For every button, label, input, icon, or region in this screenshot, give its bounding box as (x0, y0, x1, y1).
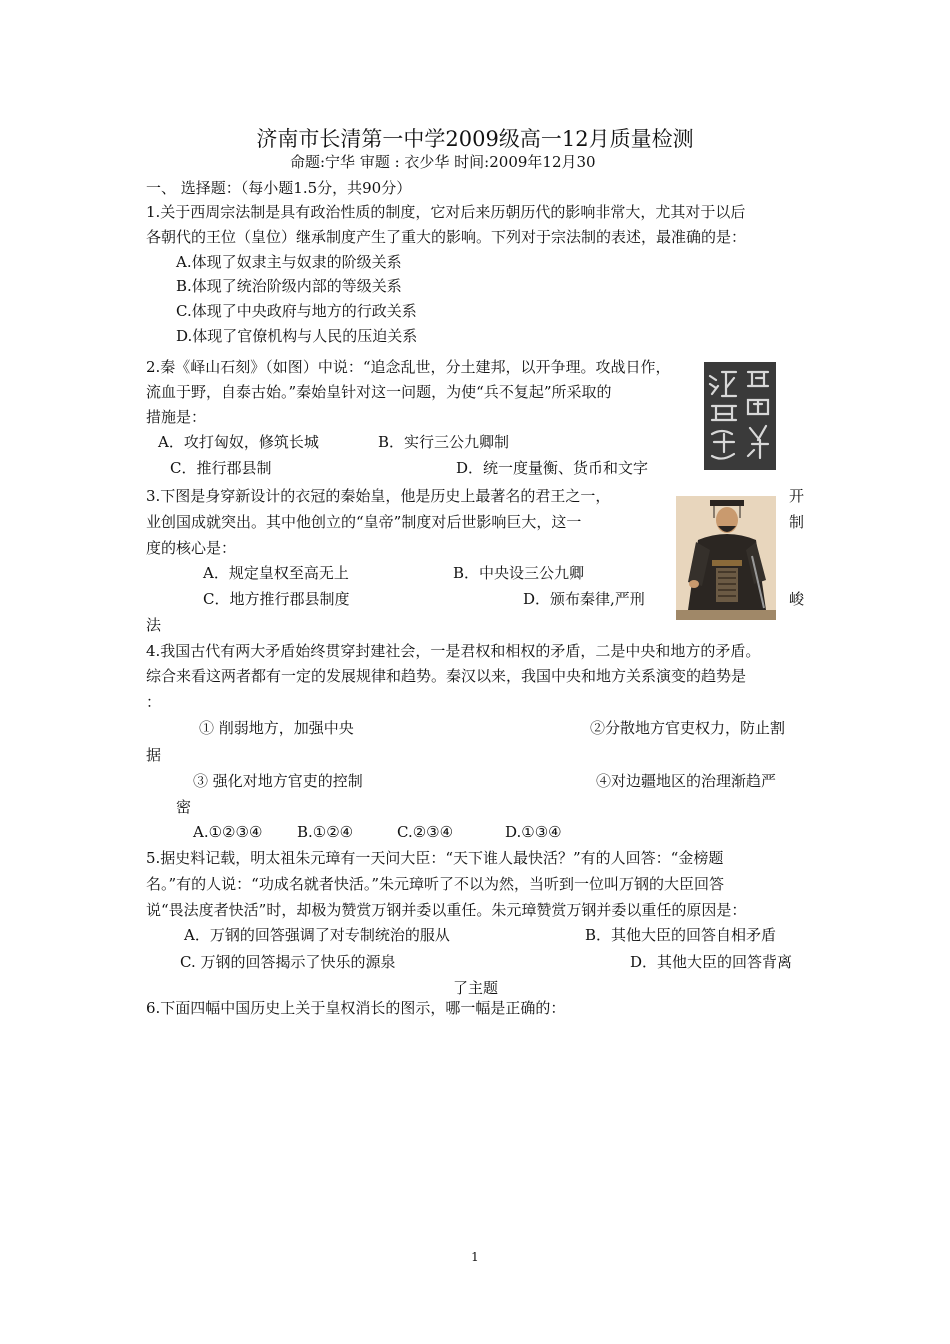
option-a: A．攻打匈奴，修筑长城 (158, 433, 319, 451)
question-stem: 6.下面四幅中国历史上关于皇权消长的图示，哪一幅是正确的： (146, 999, 566, 1017)
option-b: B.①②④ (297, 823, 354, 841)
question-stem: 5.据史料记载，明太祖朱元璋有一天问大臣：“天下谁人最快活？”有的人回答：“金榜题 (146, 849, 724, 867)
option-a: A.体现了奴隶主与奴隶的阶级关系 (176, 253, 402, 271)
question-stem: 流血于野，自泰古始。”秦始皇针对这一问题，为使“兵不复起”所采取的 (146, 383, 612, 401)
stone-inscription-image (704, 362, 776, 470)
question-stem: 各朝代的王位（皇位）继承制度产生了重大的影响。下列对于宗法制的表述，最准确的是： (146, 228, 747, 246)
option-d: D．统一度量衡、货币和文字 (456, 459, 649, 477)
list-item: 据 (146, 746, 162, 764)
option-d: 了主题 (453, 979, 499, 997)
option-d: 法 (146, 616, 162, 634)
option-d: D．颁布秦律,严刑 (523, 590, 645, 608)
list-item: ① 削弱地方，加强中央 (199, 719, 354, 737)
option-b: B.体现了统治阶级内部的等级关系 (176, 277, 402, 295)
question-stem: ： (146, 693, 162, 711)
option-d: D.体现了官僚机构与人民的压迫关系 (176, 327, 418, 345)
question-stem: 开 (789, 487, 805, 505)
list-item: ③ 强化对地方官吏的控制 (193, 772, 363, 790)
section-heading: 一、 选择题：（每小题1.5分，共90分） (146, 179, 412, 197)
list-item: ②分散地方官吏权力，防止割 (590, 719, 786, 737)
option-c: C.②③④ (397, 823, 454, 841)
question-stem: 措施是： (146, 408, 207, 426)
question-stem: 业创国成就突出。其中他创立的“皇帝”制度对后世影响巨大，这一 (146, 513, 582, 531)
option-d: D．其他大臣的回答背离 (630, 953, 793, 971)
option-c: C.体现了中央政府与地方的行政关系 (176, 302, 417, 320)
option-c: C．地方推行郡县制度 (203, 590, 350, 608)
option-a: A．万钢的回答强调了对专制统治的服从 (184, 926, 450, 944)
list-item: ④对边疆地区的治理渐趋严 (596, 772, 777, 790)
question-stem: 1.关于西周宗法制是具有政治性质的制度，它对后来历朝历代的影响非常大，尤其对于以后 (146, 203, 746, 221)
question-stem: 名。”有的人说：“功成名就者快活。”朱元璋听了不以为然，当听到一位叫万钢的大臣回答 (146, 875, 725, 893)
page-title: 济南市长清第一中学2009级高一12月质量检测 (256, 127, 694, 151)
question-stem: 3.下图是身穿新设计的衣冠的秦始皇，他是历史上最著名的君王之一， (146, 487, 611, 505)
question-stem: 制 (789, 513, 805, 531)
page-subtitle: 命题:宁华 审题 : 衣少华 时间:2009年12月30 (290, 153, 596, 171)
option-d: 峻 (789, 590, 805, 608)
question-stem: 2.秦《峄山石刻》（如图）中说：“追念乱世，分土建邦，以开争理。攻战日作， (146, 358, 671, 376)
option-b: B．实行三公九卿制 (378, 433, 510, 451)
question-stem: 4.我国古代有两大矛盾始终贯穿封建社会，一是君权和相权的矛盾，二是中央和地方的矛盾。 (146, 642, 761, 660)
qin-shi-huang-portrait-image (676, 496, 776, 620)
option-a: A.①②③④ (193, 823, 263, 841)
question-stem: 综合来看这两者都有一定的发展规律和趋势。秦汉以来，我国中央和地方关系演变的趋势是 (146, 667, 747, 685)
option-c: C. 万钢的回答揭示了快乐的源泉 (180, 953, 396, 971)
option-c: C．推行郡县制 (170, 459, 272, 477)
option-a: A．规定皇权至高无上 (203, 564, 349, 582)
question-stem: 说“畏法度者快活”时，却极为赞赏万钢并委以重任。朱元璋赞赏万钢并委以重任的原因是： (146, 901, 747, 919)
page-number: 1 (471, 1250, 479, 1264)
option-d: D.①③④ (505, 823, 562, 841)
question-stem: 度的核心是： (146, 539, 237, 557)
option-b: B．中央设三公九卿 (453, 564, 585, 582)
list-item: 密 (176, 798, 192, 816)
option-b: B．其他大臣的回答自相矛盾 (585, 926, 777, 944)
